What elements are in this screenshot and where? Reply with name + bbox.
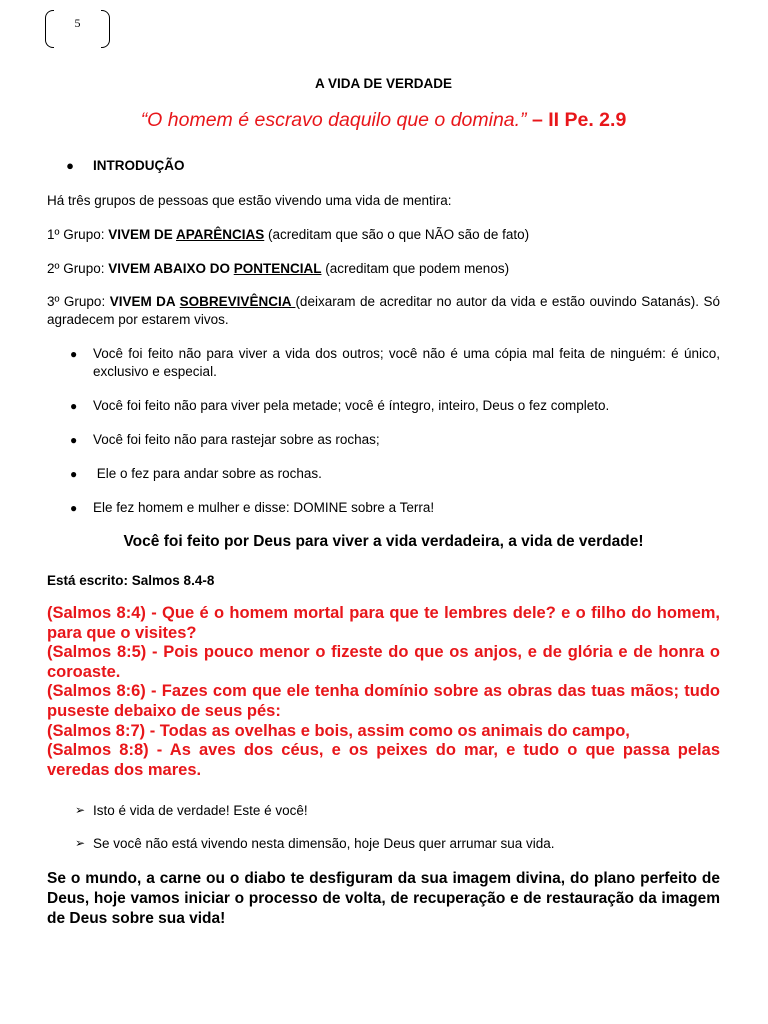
group-bold: VIVEM DA [109,294,180,309]
epigraph-reference: – II Pe. 2.9 [531,109,627,131]
epigraph-quote: “O homem é escravo daquilo que o domina.” [140,109,527,131]
group-underlined: APARÊNCIAS [175,227,265,242]
group-1 [47,226,720,244]
document-title: A VIDA DE VERDADE [314,76,453,91]
group-bold: VIVEM DE [108,227,176,242]
arrow-list-item-text: Isto é vida de verdade! Este é você! [93,803,308,818]
verse: (Salmos 8:4) - Que é o homem mortal para que te lembres dele? e o filho do homem, para que o visites? [47,604,720,642]
arrow-list-item [75,803,720,818]
closing-paragraph: Se o mundo, a carne ou o diabo te desfiguram da sua imagem divina, do plano perfeito de Deus, hoje vamos iniciar o processo de volta, de recuperação e de restauração da imagem de Deus sobre sua vida! [47,870,720,927]
bullet-dot-icon: ● [66,158,74,173]
group-prefix: 3º Grupo: [47,294,110,309]
arrow-list-item [75,836,720,851]
list-item [70,397,720,415]
arrow-list-item-text: Se você não está vivendo nesta dimensão, hoje Deus quer arrumar sua vida. [93,836,555,851]
group-underlined: SOBREVIVÊNCIA [179,294,296,309]
bullet-dot-icon: ● [70,467,78,481]
right-bracket-icon [101,10,110,48]
page-number: 5 [74,16,81,30]
bullet-dot-icon: ● [70,399,78,413]
group-description: (acreditam que são o que NÃO são de fato) [264,227,530,242]
list-item [70,345,720,381]
arrow-bullet-icon: ➢ [75,803,86,817]
list-item-text: Você foi feito não para viver pela metade; você é íntegro, inteiro, Deus o fez completo. [93,398,610,413]
group-description: (acreditam que podem menos) [321,261,510,276]
verse: (Salmos 8:6) - Fazes com que ele tenha domínio sobre as obras das tuas mãos; tudo puseste debaixo de seus pés: [47,682,720,720]
intro-text: Há três grupos de pessoas que estão vivendo uma vida de mentira: [47,193,452,208]
verse: (Salmos 8:5) - Pois pouco menor o fizeste do que os anjos, e de glória e de honra o coroaste. [47,643,720,681]
group-2 [47,260,720,278]
intro-heading [47,158,185,173]
group-underlined: PONTENCIAL [233,261,322,276]
psalm-verses [47,604,720,780]
group-3 [47,293,720,329]
group-prefix: 1º Grupo: [47,227,109,242]
arrow-bullet-icon: ➢ [75,836,86,850]
list-item-text: Ele o fez para andar sobre as rochas. [93,466,322,481]
list-item [70,431,720,449]
bullet-dot-icon: ● [70,347,78,361]
list-item-text: Você foi feito não para viver a vida dos outros; você não é uma cópia mal feita de ninguém: é único, exclusivo e especial. [93,346,720,379]
list-item-text: Ele fez homem e mulher e disse: DOMINE sobre a Terra! [93,500,435,515]
group-bold: VIVEM ABAIXO DO [108,261,234,276]
group-description: (deixaram de acreditar no autor da vida e estão ouvindo Satanás). Só agradecem por estarem vivos. [47,294,720,327]
epigraph [47,109,720,132]
bullet-dot-icon: ● [70,433,78,447]
scripture-reference: Está escrito: Salmos 8.4-8 [47,573,215,588]
verse: (Salmos 8:8) - As aves dos céus, e os peixes do mar, e tudo o que passa pelas veredas dos mares. [47,741,720,779]
group-prefix: 2º Grupo: [47,261,109,276]
list-item [70,465,720,483]
intro-heading-text: INTRODUÇÃO [93,158,185,173]
headline: Você foi feito por Deus para viver a vida verdadeira, a vida de verdade! [123,533,644,550]
page-number-box [45,10,110,48]
verse: (Salmos 8:7) - Todas as ovelhas e bois, assim como os animais do campo, [47,721,630,740]
bullet-dot-icon: ● [70,501,78,515]
list-item [70,499,720,517]
list-item-text: Você foi feito não para rastejar sobre as rochas; [93,432,380,447]
